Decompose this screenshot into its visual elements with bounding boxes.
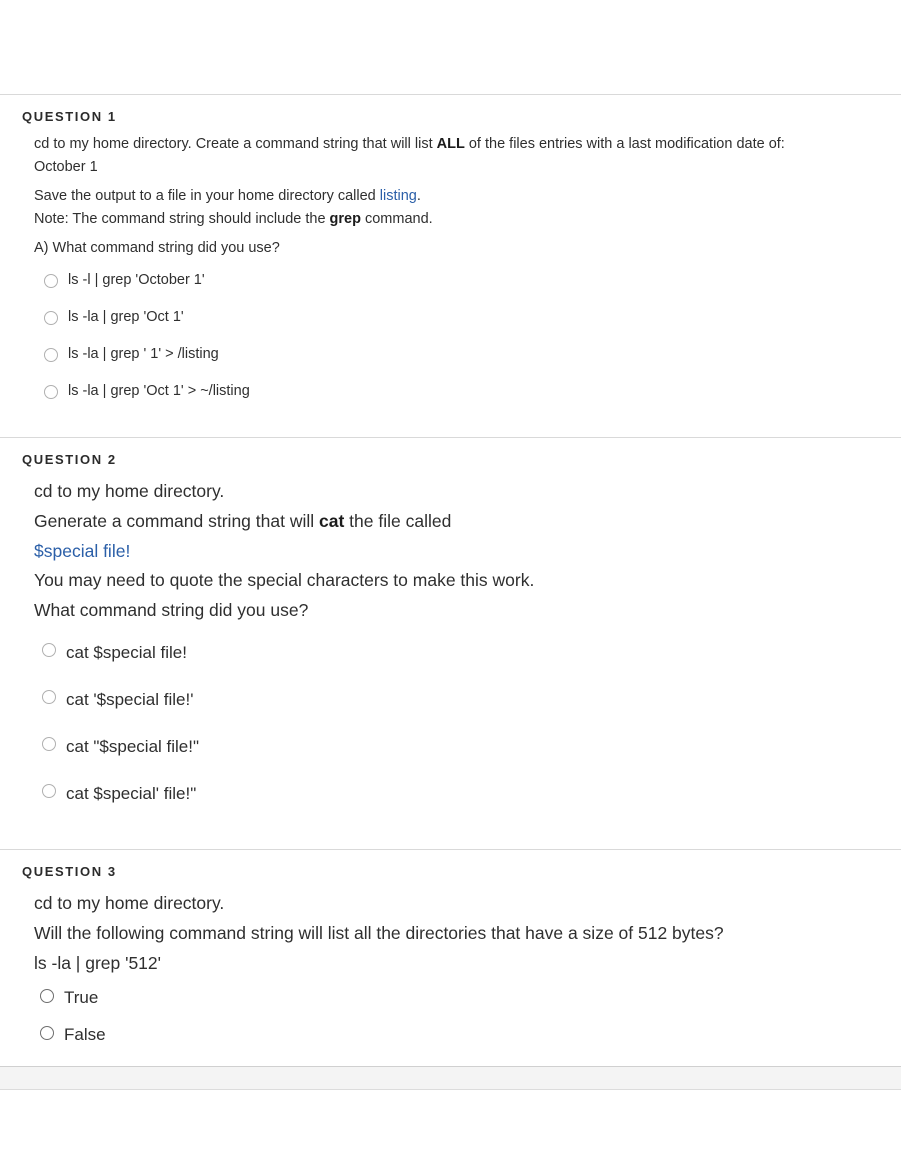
question-3-body: [0, 889, 901, 1052]
radio-button-icon[interactable]: [42, 737, 56, 751]
question-1-note-part-b: command.: [360, 211, 433, 228]
question-2-prompt-line-2-part-a: Generate a command string that will: [34, 510, 319, 531]
question-2-choice-4[interactable]: [42, 777, 883, 812]
question-3-command: ls -la | grep '512': [34, 952, 161, 973]
question-1-prompt-line-3-part-a: Save the output to a file in your home directory called: [34, 188, 380, 205]
question-3-choice-true-label: True: [64, 987, 99, 1007]
question-3-choice-false-label: False: [64, 1024, 106, 1044]
quiz-question-list: [0, 94, 901, 1060]
question-2-choice-2[interactable]: [42, 683, 883, 718]
page-bottom-band: [0, 1067, 901, 1090]
question-1-choices: [34, 267, 883, 405]
question-2-choice-4-label: cat $special' file!": [66, 783, 197, 803]
question-2-choices: [34, 636, 883, 812]
radio-button-icon[interactable]: [44, 385, 58, 399]
radio-button-icon[interactable]: [42, 690, 56, 704]
question-1-choice-4-label: ls -la | grep 'Oct 1' > ~/listing: [68, 383, 250, 400]
question-2-body: [0, 477, 901, 811]
question-1-choice-2[interactable]: [44, 304, 883, 331]
question-1-choice-4[interactable]: [44, 378, 883, 405]
question-2-choice-3-label: cat "$special file!": [66, 736, 200, 756]
question-2-choice-3[interactable]: [42, 730, 883, 765]
radio-button-icon[interactable]: [40, 989, 54, 1003]
question-1-body: [0, 134, 901, 405]
question-3-prompt-line-2: Will the following command string will list all the directories that have a size of 512 bytes?: [34, 923, 724, 944]
question-block-2: [0, 437, 901, 849]
question-2-header: QUESTION 2: [22, 452, 117, 468]
question-3-header: QUESTION 3: [22, 864, 117, 880]
question-1-prompt-question: A) What command string did you use?: [34, 240, 280, 257]
question-1-header: QUESTION 1: [22, 109, 117, 124]
question-1-note-emphasis-grep: grep: [329, 211, 361, 228]
question-2-prompt-line-2-part-b: the file called: [344, 510, 452, 531]
question-1-prompt-line-3-part-b: .: [416, 188, 421, 205]
question-2-prompt-line-1: cd to my home directory.: [34, 481, 225, 502]
radio-button-icon[interactable]: [44, 274, 58, 288]
question-3-choices: [34, 981, 883, 1053]
question-block-3: [0, 849, 901, 1060]
question-3-choice-false[interactable]: [40, 1018, 883, 1053]
question-1-prompt-line-1: [34, 134, 883, 155]
question-2-choice-1-label: cat $special file!: [66, 642, 187, 662]
question-1-choice-2-label: ls -la | grep 'Oct 1': [68, 309, 184, 326]
question-1-note-part-a: Note: The command string should include the: [34, 211, 330, 228]
radio-button-icon[interactable]: [42, 643, 56, 657]
question-1-filename-link: listing: [379, 188, 417, 205]
radio-button-icon[interactable]: [42, 784, 56, 798]
question-block-1: [0, 94, 901, 437]
question-2-choice-1[interactable]: [42, 636, 883, 671]
radio-button-icon[interactable]: [44, 311, 58, 325]
question-1-prompt-line-1-part-a: cd to my home directory. Create a command string that will list: [34, 136, 437, 152]
question-1-prompt-line-3: [34, 186, 883, 207]
question-2-filename: $special file!: [34, 540, 131, 561]
question-1-prompt-emphasis-all: ALL: [436, 136, 465, 152]
question-3-prompt-line-1: cd to my home directory.: [34, 893, 225, 914]
question-2-prompt-question: What command string did you use?: [34, 600, 309, 621]
radio-button-icon[interactable]: [40, 1026, 54, 1040]
question-2-prompt-line-2: [34, 507, 883, 537]
question-1-prompt-note: [34, 209, 883, 230]
question-1-prompt-date: October 1: [34, 159, 98, 176]
question-2-prompt-emphasis-cat: cat: [319, 510, 345, 531]
question-1-choice-1[interactable]: [44, 267, 883, 294]
question-2-choice-2-label: cat '$special file!': [66, 689, 194, 709]
question-3-choice-true[interactable]: [40, 981, 883, 1016]
question-2-prompt-line-4: You may need to quote the special characters to make this work.: [34, 570, 535, 591]
question-1-choice-3[interactable]: [44, 341, 883, 368]
question-1-choice-1-label: ls -l | grep 'October 1': [68, 272, 205, 289]
question-1-choice-3-label: ls -la | grep ' 1' > /listing: [68, 346, 219, 363]
radio-button-icon[interactable]: [44, 348, 58, 362]
question-1-prompt-line-1-part-b: of the files entries with a last modification date of:: [464, 136, 785, 152]
